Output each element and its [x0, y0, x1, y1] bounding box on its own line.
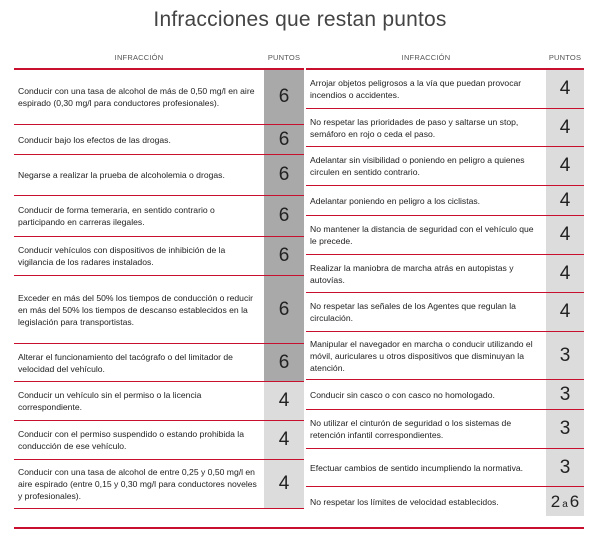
- infraction-row: [306, 410, 584, 449]
- infraction-text: Conducir un vehículo sin el permiso o la licencia correspondiente.: [18, 390, 202, 412]
- points-value: 3: [546, 380, 584, 409]
- infraction-row: [306, 380, 584, 410]
- points-value: 4: [546, 186, 584, 215]
- range-from: 2: [550, 491, 561, 511]
- infraction-row: [306, 186, 584, 216]
- infraction-text: Conducir con una tasa de alcohol de entre 0,25 y 0,50 mg/l en aire espirado (entre 0,15 y 0,30 mg/l para conductores noveles y profesionales).: [18, 467, 257, 501]
- points-value: [546, 487, 584, 516]
- points-value: 4: [264, 421, 304, 459]
- infraction-row: [14, 421, 304, 460]
- infraction-row: [14, 196, 304, 237]
- infraction-text: Realizar la maniobra de marcha atrás en autopistas y autovías.: [310, 262, 514, 285]
- header-infraccion: INFRACCIÓN: [114, 53, 164, 62]
- points-value: 6: [264, 237, 304, 275]
- infraction-row: [306, 293, 584, 332]
- header-infraccion: INFRACCIÓN: [401, 53, 451, 62]
- bottom-rule: [14, 527, 584, 529]
- infraction-row: [306, 216, 584, 255]
- infraction-row: [14, 155, 304, 196]
- infraction-row: [306, 255, 584, 293]
- infraction-text: Arrojar objetos peligrosos a la vía que puedan provocar incendios o accidentes.: [310, 78, 522, 100]
- infraction-row: [306, 109, 584, 147]
- infraction-row: [14, 276, 304, 344]
- infraction-text: Conducir con una tasa de alcohol de más de 0,50 mg/l en aire espirado (0,30 mg/l para conductores profesionales).: [18, 86, 255, 108]
- range-to: 6: [569, 491, 580, 511]
- right-table: [306, 47, 584, 516]
- header-puntos: PUNTOS: [548, 53, 582, 62]
- infraction-row: [14, 460, 304, 509]
- infraction-text: No utilizar el cinturón de seguridad o los sistemas de retención infantil correspondientes.: [310, 418, 512, 440]
- points-value: 4: [546, 293, 584, 331]
- infraction-row: [306, 449, 584, 487]
- infraction-text: Conducir de forma temeraria, en sentido contrario o participando en carreras ilegales.: [18, 205, 215, 227]
- infraction-text: No mantener la distancia de seguridad con el vehículo que le precede.: [310, 224, 534, 246]
- infraction-text: No respetar los límites de velocidad establecidos.: [310, 496, 499, 507]
- points-value: 4: [546, 147, 584, 185]
- infraction-row: [14, 70, 304, 125]
- range-separator: a: [562, 498, 568, 510]
- points-value: 6: [264, 344, 304, 381]
- infraction-text: Negarse a realizar la prueba de alcoholemia o drogas.: [18, 170, 225, 180]
- infraction-text: Manipular el navegador en marcha o conducir utilizando el móvil, auriculares u otros dispositivos que disminuyan la atención.: [310, 338, 533, 373]
- left-table: [14, 47, 304, 509]
- infraction-row: [14, 382, 304, 421]
- infraction-row: [14, 125, 304, 155]
- points-value: 6: [264, 155, 304, 195]
- points-value: 3: [546, 332, 584, 379]
- points-value: 4: [546, 70, 584, 108]
- points-value: 6: [264, 276, 304, 343]
- infraction-text: Adelantar poniendo en peligro a los ciclistas.: [310, 195, 481, 206]
- infraction-row: [306, 487, 584, 516]
- points-value: 4: [546, 255, 584, 292]
- points-value: 6: [264, 70, 304, 124]
- infraction-row: [306, 332, 584, 380]
- infraction-text: No respetar las prioridades de paso y saltarse un stop, semáforo en rojo o ceda el paso.: [310, 116, 519, 139]
- points-value: 4: [264, 460, 304, 508]
- infraction-row: [14, 237, 304, 276]
- infraction-text: Conducir con el permiso suspendido o estando prohibida la conducción de ese vehículo.: [18, 429, 244, 451]
- points-value: 6: [264, 196, 304, 236]
- points-value: 4: [264, 382, 304, 420]
- infraction-row: [306, 147, 584, 186]
- points-value: 3: [546, 449, 584, 486]
- left-table-header: [14, 47, 304, 70]
- infraction-row: [306, 70, 584, 109]
- infraction-text: Adelantar sin visibilidad o poniendo en peligro a quienes circulen en sentido contrario.: [310, 155, 525, 177]
- infraction-text: No respetar las señales de los Agentes que regulan la circulación.: [310, 301, 516, 323]
- points-value: 4: [546, 109, 584, 146]
- page-title: Infracciones que restan puntos: [153, 8, 447, 31]
- infraction-text: Conducir vehículos con dispositivos de inhibición de la vigilancia de los radares instalados.: [18, 245, 226, 267]
- infraction-row: [14, 344, 304, 382]
- header-puntos: PUNTOS: [267, 53, 301, 62]
- points-value: 6: [264, 125, 304, 154]
- infraction-text: Alterar el funcionamiento del tacógrafo o del limitador de velocidad del vehículo.: [18, 351, 233, 374]
- points-value: 4: [546, 216, 584, 254]
- points-value: 3: [546, 410, 584, 448]
- infraction-text: Exceder en más del 50% los tiempos de conducción o reducir en más del 50% los tiempos de descanso establecidos en la legislación para transportistas.: [18, 292, 254, 327]
- infraction-text: Conducir sin casco o con casco no homologado.: [310, 389, 495, 400]
- infraction-text: Conducir bajo los efectos de las drogas.: [18, 134, 171, 145]
- right-table-header: [306, 47, 584, 70]
- infraction-text: Efectuar cambios de sentido incumpliendo la normativa.: [310, 462, 524, 473]
